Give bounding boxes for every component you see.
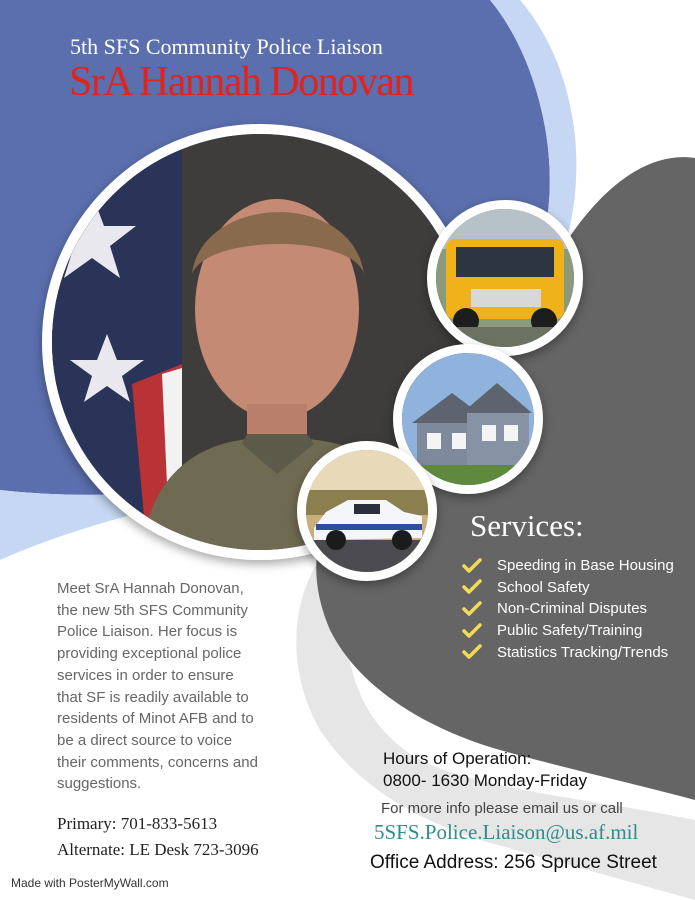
check-icon [462,644,482,660]
alternate-phone: Alternate: LE Desk 723-3096 [57,840,259,859]
bio-line: Meet SrA Hannah Donovan, [57,580,244,597]
service-item [462,641,674,663]
service-item [462,577,674,599]
service-item [462,620,674,642]
bio-line: residents of Minot AFB and to [57,710,254,728]
primary-phone: Primary: 701-833-5613 [57,814,218,833]
hours-label: Hours of Operation: [383,749,532,768]
check-icon [462,579,482,595]
officer-name: SrA Hannah Donovan [69,59,413,105]
bio-line: providing exceptional police [57,645,242,663]
check-icon [462,601,482,617]
service-item [462,555,674,577]
service-label: Statistics Tracking/Trends [497,643,669,661]
services-list [462,555,674,663]
bio-line: be a direct source to voice [57,731,233,749]
bio-line: suggestions. [57,775,142,793]
service-label: Speeding in Base Housing [497,557,674,575]
bio-paragraph [57,578,285,795]
liaison-title: 5th SFS Community Police Liaison [70,34,383,59]
bio-line: the new 5th SFS Community [57,601,248,619]
hours-value: 0800- 1630 Monday-Friday [383,771,588,790]
service-label: School Safety [497,578,590,596]
check-icon [462,558,482,574]
check-icon [462,623,482,639]
police-car-photo [297,441,437,581]
service-label: Public Safety/Training [497,622,643,640]
service-label: Non-Criminal Disputes [497,600,648,618]
service-item [462,598,674,620]
poster-credit: Made with PosterMyWall.com [11,876,169,890]
office-address: Office Address: 256 Spruce Street [370,852,657,873]
bio-line: services in order to ensure [57,666,234,684]
bio-line: that SF is readily available to [57,688,249,706]
bio-line: their comments, concerns and [57,753,258,771]
more-info-text: For more info please email us or call [381,800,623,817]
email-address[interactable]: 5SFS.Police.Liaison@us.af.mil [374,820,639,844]
services-heading: Services: [470,508,584,543]
bio-line: Police Liaison. Her focus is [57,623,238,641]
school-bus-photo [427,200,583,356]
